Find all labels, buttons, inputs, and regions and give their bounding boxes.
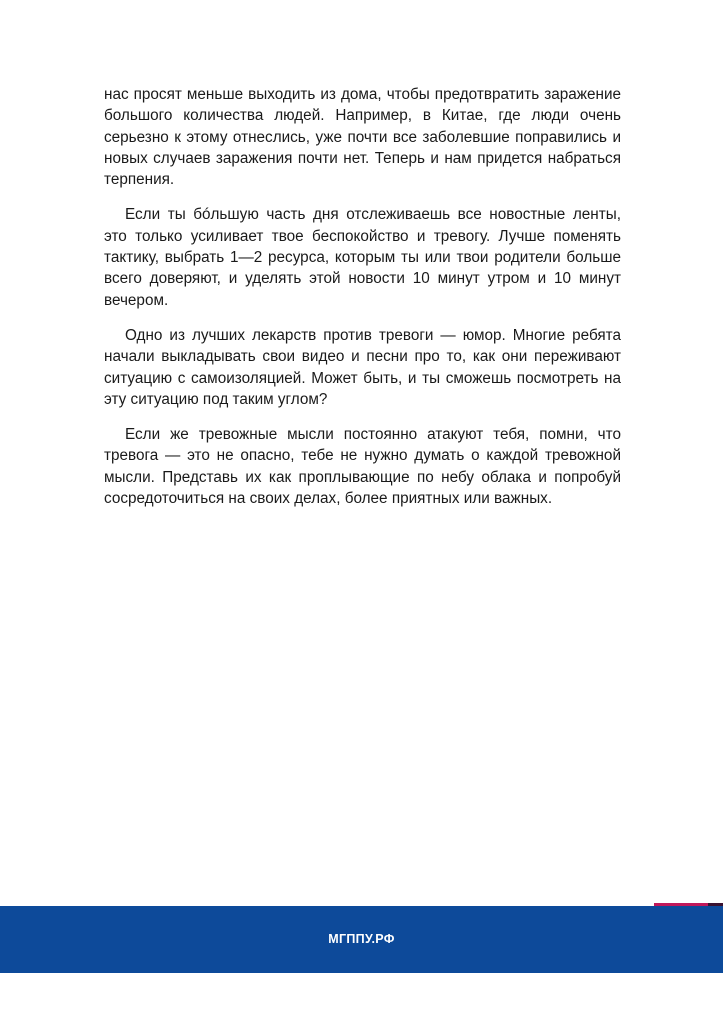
document-body bbox=[104, 84, 621, 523]
paragraph-2: Если ты бóльшую часть дня отслеживаешь все новостные ленты, это только усиливает твое беспокойство и тревогу. Лучше поменять тактику, выбрать 1—2 ресурса, которым ты или твои родители больше всего доверяют, и уделять этой новости 10 минут утром и 10 минут вечером. bbox=[104, 206, 621, 309]
paragraph-4: Если же тревожные мысли постоянно атакуют тебя, помни, что тревога — это не опасно, тебе не нужно думать о каждой тревожной мысли. Представь их как проплывающие по небу облака и попробуй сосредоточиться на своих делах, более приятных или важных. bbox=[104, 426, 621, 508]
footer-site-link[interactable]: МГППУ.РФ bbox=[328, 932, 395, 946]
paragraph-3: Одно из лучших лекарств против тревоги — юмор. Многие ребята начали выкладывать свои видео и песни про то, как они переживают ситуацию с самоизоляцией. Может быть, и ты сможешь посмотреть на эту ситуацию под таким углом? bbox=[104, 326, 621, 408]
footer-band bbox=[0, 906, 723, 973]
paragraph-1: нас просят меньше выходить из дома, чтобы предотвратить заражение большого количества людей. Например, в Китае, где люди очень серьезно к этому отнеслись, уже почти все заболевшие поправились и новых случаев заражения почти нет. Теперь и нам придется набраться терпения. bbox=[104, 86, 621, 189]
